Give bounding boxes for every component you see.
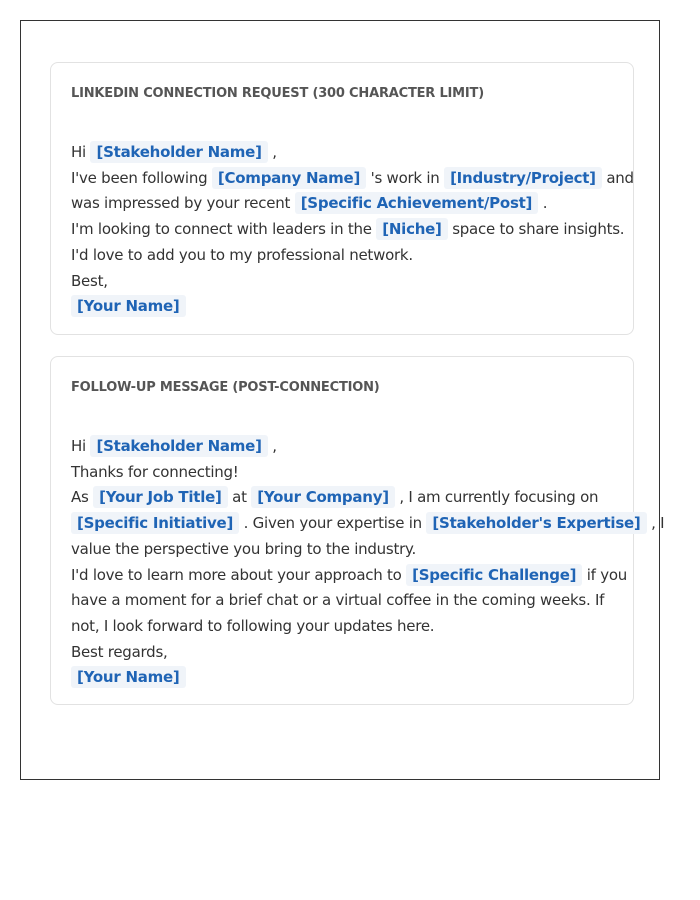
- placeholder-niche: [Niche]: [376, 218, 447, 240]
- message-line: Best regards,: [71, 642, 168, 661]
- placeholder-your-job-title: [Your Job Title]: [93, 486, 228, 508]
- message-line: Hi [Stakeholder Name] ,: [71, 143, 277, 161]
- follow-up-message-card: [50, 356, 665, 705]
- placeholder-company-name: [Company Name]: [212, 167, 366, 189]
- message-line: I'd love to learn more about your approach to [Specific Challenge] if you: [71, 565, 628, 584]
- message-line: was impressed by your recent [Specific Achievement/Post] .: [71, 194, 548, 213]
- message-line: [71, 294, 613, 320]
- placeholder-stakeholder-name: [Stakeholder Name]: [90, 435, 267, 457]
- placeholder-your-name: [Your Name]: [71, 295, 186, 317]
- placeholder-industry-project: [Industry/Project]: [444, 167, 602, 189]
- message-line: [Specific Initiative] . Given your expertise in [Stakeholder's Expertise] , I: [71, 511, 613, 537]
- message-body: [71, 140, 634, 320]
- message-line: I've been following [Company Name] 's work in [Industry/Project] and: [71, 168, 634, 187]
- message-line: Thanks for connecting!: [71, 462, 239, 481]
- message-body: [71, 434, 665, 691]
- message-line: I'm looking to connect with leaders in the [Niche] space to share insights.: [71, 220, 625, 239]
- placeholder-stakeholder-name: [Stakeholder Name]: [90, 141, 267, 163]
- message-line: value the perspective you bring to the industry.: [71, 539, 417, 558]
- message-line: [71, 665, 613, 691]
- message-line: I'd love to add you to my professional network.: [71, 245, 413, 264]
- placeholder-your-name: [Your Name]: [71, 666, 186, 688]
- placeholder-specific-achievement: [Specific Achievement/Post]: [295, 192, 538, 214]
- card-heading: LINKEDIN CONNECTION REQUEST (300 CHARACTER LIMIT): [71, 86, 484, 101]
- placeholder-specific-initiative: [Specific Initiative]: [71, 512, 239, 534]
- placeholder-stakeholder-expertise: [Stakeholder's Expertise]: [426, 512, 646, 534]
- placeholder-specific-challenge: [Specific Challenge]: [406, 564, 582, 586]
- message-line: have a moment for a brief chat or a virtual coffee in the coming weeks. If: [71, 591, 605, 610]
- connection-request-card: [50, 62, 634, 335]
- message-line: not, I look forward to following your updates here.: [71, 616, 435, 635]
- document-frame: [20, 20, 665, 780]
- message-line: As [Your Job Title] at [Your Company] , I am currently focusing on: [71, 488, 599, 507]
- message-line: Best,: [71, 271, 108, 290]
- card-heading: FOLLOW-UP MESSAGE (POST-CONNECTION): [71, 380, 380, 395]
- placeholder-your-company: [Your Company]: [251, 486, 395, 508]
- message-line: Hi [Stakeholder Name] ,: [71, 437, 277, 455]
